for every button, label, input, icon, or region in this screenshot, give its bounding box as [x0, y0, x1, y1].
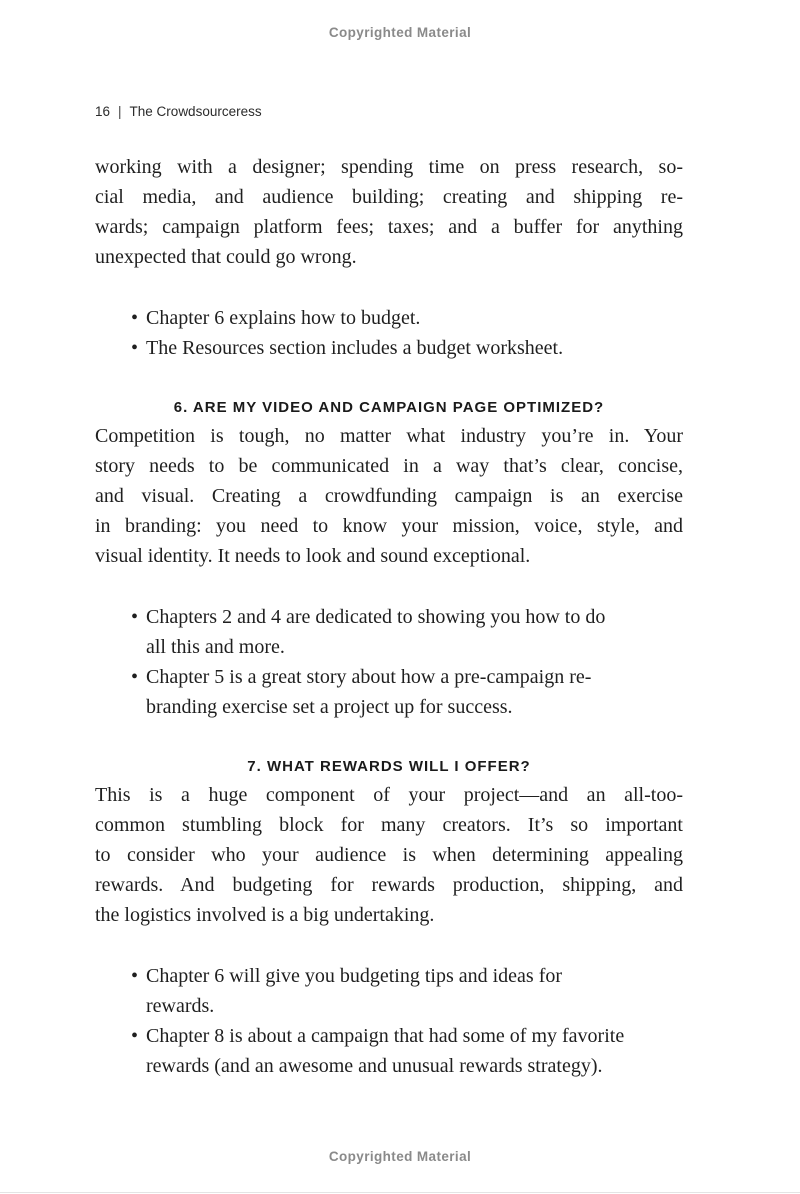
bullet-marker-icon: • [131, 606, 139, 628]
section-heading: 6. ARE MY VIDEO AND CAMPAIGN PAGE OPTIMIZED? [173, 399, 605, 416]
section-heading: 7. WHAT REWARDS WILL I OFFER? [247, 758, 531, 775]
bullet-text: Chapter 8 is about a campaign that had some of my favorite rewards (and an awesome and unusual rewards strategy). [146, 1025, 625, 1077]
running-header [95, 104, 800, 120]
page-content [95, 152, 683, 1081]
paragraph-line: and visual. Creating a crowdfunding campaign is an exercise [95, 485, 683, 507]
book-title: The Crowdsourceress [129, 104, 262, 119]
bullet-text: The Resources section includes a budget worksheet. [146, 337, 564, 359]
page-number: 16 [95, 104, 111, 119]
paragraph-line: unexpected that could go wrong. [95, 246, 357, 268]
bullet-marker-icon: • [131, 1025, 139, 1047]
bullet-marker-icon: • [131, 965, 139, 987]
bullet-text: Chapters 2 and 4 are dedicated to showing you how to do all this and more. [146, 606, 606, 658]
paragraph-line: working with a designer; spending time on press research, so- [95, 156, 683, 178]
paragraph-line: in branding: you need to know your mission, voice, style, and [95, 515, 683, 537]
paragraph-line: Competition is tough, no matter what industry you’re in. Your [95, 425, 683, 447]
bullet-item [131, 961, 683, 1021]
paragraph [95, 780, 683, 930]
paragraph-line: story needs to be communicated in a way that’s clear, concise, [95, 455, 683, 477]
paragraph-line: the logistics involved is a big undertaking. [95, 904, 435, 926]
bullet-item [131, 662, 683, 722]
paragraph-line: to consider who your audience is when determining appealing [95, 844, 683, 866]
bullet-item [131, 333, 683, 363]
bullet-list [131, 961, 683, 1081]
paragraph-line: cial media, and audience building; creating and shipping re- [95, 186, 683, 208]
bullet-item [131, 303, 683, 333]
bullet-marker-icon: • [131, 307, 139, 329]
bullet-marker-icon: • [131, 666, 139, 688]
bullet-text: Chapter 6 explains how to budget. [146, 307, 421, 329]
page-bottom-edge [0, 1192, 800, 1193]
paragraph-line: common stumbling block for many creators. It’s so important [95, 814, 683, 836]
paragraph [95, 421, 683, 571]
paragraph-line: visual identity. It needs to look and sound exceptional. [95, 545, 531, 567]
copyright-banner-bottom: Copyrighted Material [328, 1149, 472, 1164]
bullet-text: Chapter 5 is a great story about how a pre-campaign re- branding exercise set a project up for success. [146, 666, 592, 718]
bullet-item [131, 602, 683, 662]
bullet-list [131, 303, 683, 363]
bullet-text: Chapter 6 will give you budgeting tips and ideas for rewards. [146, 965, 563, 1017]
paragraph-line: wards; campaign platform fees; taxes; and a buffer for anything [95, 216, 683, 238]
paragraph-line: This is a huge component of your project—and an all-too- [95, 784, 683, 806]
bullet-marker-icon: • [131, 337, 139, 359]
paragraph [95, 152, 683, 272]
bullet-list [131, 602, 683, 722]
copyright-banner-top: Copyrighted Material [328, 25, 472, 40]
paragraph-line: rewards. And budgeting for rewards production, shipping, and [95, 874, 683, 896]
header-separator: | [118, 104, 122, 119]
bullet-item [131, 1021, 683, 1081]
